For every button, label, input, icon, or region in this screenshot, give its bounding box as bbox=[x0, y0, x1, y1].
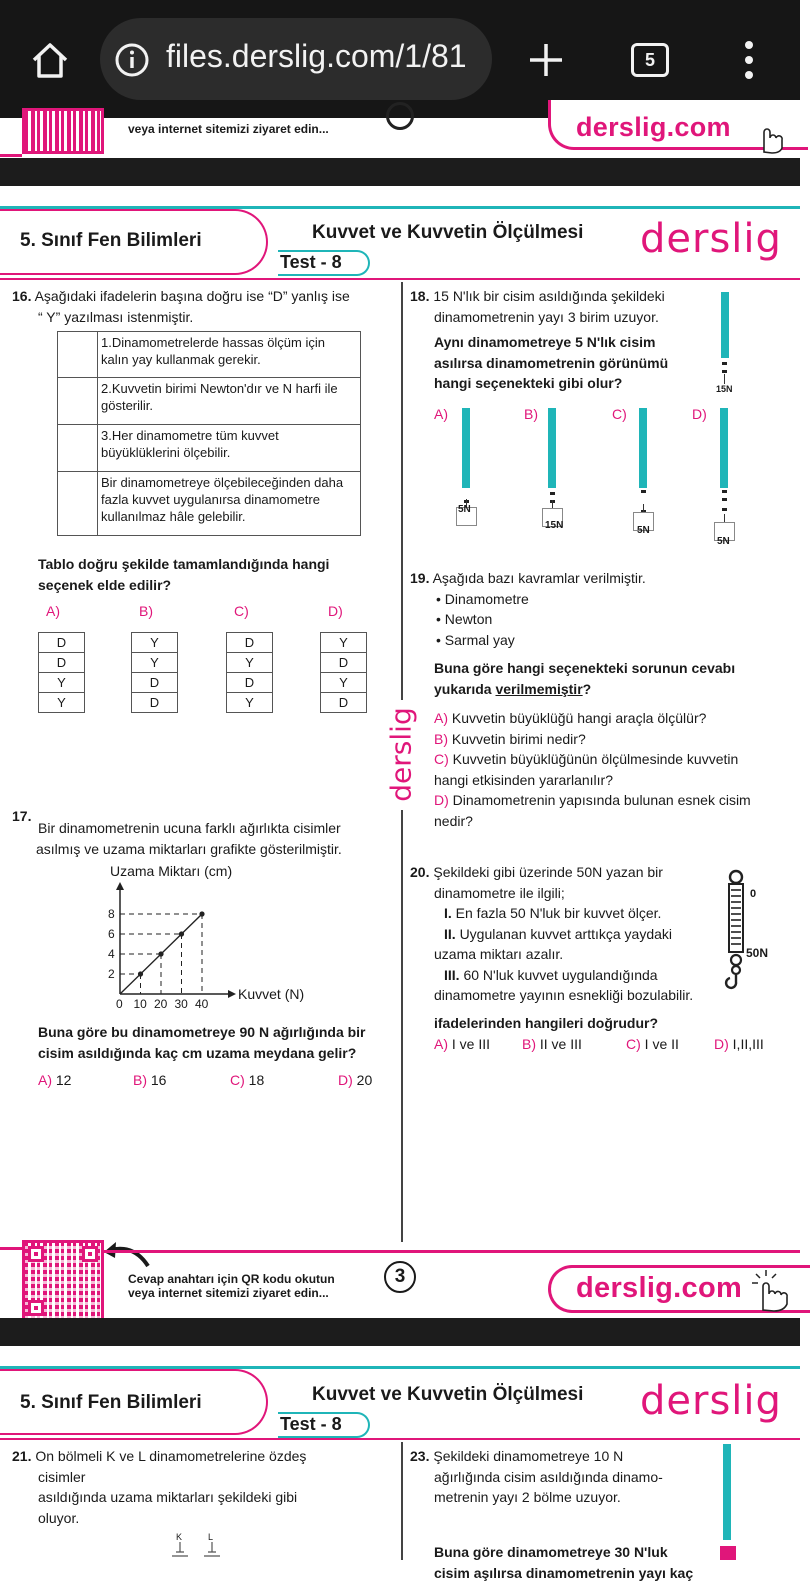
y-tick-label: 4 bbox=[108, 947, 115, 961]
option-label[interactable]: B) bbox=[524, 406, 538, 422]
option-d[interactable]: D) 20 bbox=[338, 1072, 373, 1088]
data-point bbox=[199, 911, 204, 916]
dynamometer-k-label: K bbox=[176, 1532, 183, 1542]
qr-instruction: Cevap anahtarı için QR kodu okutun veya internet sitemizi ziyaret edin... bbox=[128, 1272, 335, 1300]
hook bbox=[724, 514, 725, 522]
option-table-c[interactable] bbox=[226, 632, 273, 713]
option-cell: D bbox=[321, 653, 367, 673]
topic-title: Kuvvet ve Kuvvetin Ölçülmesi bbox=[312, 222, 584, 243]
question-18: 18. 15 N'lık bir cisim asıldığında şekildeki dinamometrenin yayı 3 birim uzuyor. bbox=[410, 288, 665, 325]
question-18-prompt: Aynı dinamometreye 5 N'lık cisim asılırsa dinamometrenin görünümü hangi seçenekteki gibi olur? bbox=[434, 334, 669, 391]
option-label[interactable]: C) bbox=[234, 603, 249, 619]
option-table-d[interactable] bbox=[320, 632, 367, 713]
option-cell: D bbox=[227, 673, 273, 693]
x-axis-label: Kuvvet (N) bbox=[238, 986, 305, 1002]
option-b[interactable]: B) Kuvvetin birimi nedir? bbox=[434, 730, 586, 747]
option-b[interactable]: B) 16 bbox=[133, 1072, 167, 1088]
more-icon[interactable] bbox=[742, 40, 756, 80]
answer-cell[interactable] bbox=[58, 425, 98, 472]
elongation-chart bbox=[90, 860, 330, 1010]
page-header bbox=[0, 1346, 800, 1438]
option-cell: D bbox=[132, 673, 178, 693]
info-icon[interactable] bbox=[114, 42, 150, 78]
topic-title: Kuvvet ve Kuvvetin Ölçülmesi bbox=[312, 1384, 584, 1405]
option-cell: D bbox=[321, 693, 367, 713]
home-icon[interactable] bbox=[28, 38, 72, 82]
option-cell: Y bbox=[321, 673, 367, 693]
option-a[interactable]: A) 12 bbox=[38, 1072, 72, 1088]
question-23: 23. Şekildeki dinamometreye 10 N ağırlığında cisim asıldığında dinamo- metrenin yayı 2 bölme uzuyor. bbox=[410, 1448, 663, 1505]
x-axis-arrow bbox=[228, 990, 236, 998]
option-c[interactable]: C) I ve II bbox=[626, 1036, 679, 1052]
option-label[interactable]: D) bbox=[328, 603, 343, 619]
answer-cell[interactable] bbox=[58, 332, 98, 378]
page-header bbox=[0, 186, 800, 278]
question-16: 16. Aşağıdaki ifadelerin başına doğru ise “D” yanlış ise “ Y” yazılması istenmiştir. bbox=[12, 288, 350, 325]
option-d[interactable]: D) I,II,III bbox=[714, 1036, 764, 1052]
hook bbox=[643, 504, 644, 512]
q23-dynamometer bbox=[723, 1444, 731, 1540]
option-c[interactable]: C) Kuvvetin büyüklüğünün ölçülmesinde kuvvetin hangi etkisinden yararlanılır? bbox=[434, 751, 739, 788]
scale-dynamometer-icon bbox=[722, 868, 750, 996]
option-cell: Y bbox=[227, 693, 273, 713]
vertical-logo: derslig bbox=[376, 700, 426, 810]
x-tick-label: 30 bbox=[174, 997, 188, 1011]
option-table-b[interactable] bbox=[131, 632, 178, 713]
brand-link[interactable]: derslig.com bbox=[576, 112, 731, 142]
data-point bbox=[158, 951, 163, 956]
subject-title: 5. Sınıf Fen Bilimleri bbox=[20, 1392, 202, 1413]
x-tick-label: 20 bbox=[154, 997, 168, 1011]
option-label[interactable]: D) bbox=[692, 406, 707, 422]
question-16-prompt: Tablo doğru şekilde tamamlandığında hangi seçenek elde edilir? bbox=[38, 556, 330, 593]
question-20: 20. Şekildeki gibi üzerinde 50N yazan bir dinamometre ile ilgili; bbox=[410, 864, 663, 901]
statement-2: 2.Kuvvetin birimi Newton'dır ve N harfi ile gösterilir. bbox=[98, 378, 361, 425]
x-tick-label: 0 bbox=[116, 997, 123, 1011]
click-hand-icon bbox=[750, 1268, 794, 1312]
click-hand-icon bbox=[752, 118, 788, 154]
test-label: Test - 8 bbox=[280, 252, 342, 272]
option-spring bbox=[720, 408, 728, 488]
weight-label: 15N bbox=[545, 520, 564, 531]
option-cell: D bbox=[132, 693, 178, 713]
option-spring bbox=[548, 408, 556, 488]
tab-count: 5 bbox=[644, 50, 655, 70]
option-cell: Y bbox=[321, 633, 367, 653]
data-point bbox=[138, 971, 143, 976]
spring-tick bbox=[722, 508, 727, 511]
dynamometer-l-label: L bbox=[208, 1532, 214, 1542]
tabs-icon[interactable] bbox=[631, 43, 669, 77]
option-a[interactable]: A) I ve III bbox=[434, 1036, 491, 1052]
option-cell: Y bbox=[39, 673, 85, 693]
data-point bbox=[179, 931, 184, 936]
y-axis-label: Uzama Miktarı (cm) bbox=[110, 863, 233, 879]
option-cell: Y bbox=[39, 693, 85, 713]
y-axis-arrow bbox=[116, 882, 124, 890]
option-label[interactable]: C) bbox=[612, 406, 627, 422]
answer-cell[interactable] bbox=[58, 378, 98, 425]
question-20-prompt: ifadelerinden hangileri doğrudur? bbox=[434, 1015, 659, 1031]
derslig-logo: derslig bbox=[640, 216, 782, 262]
reference-weight-label: 15N bbox=[716, 384, 733, 394]
y-tick-label: 8 bbox=[108, 907, 115, 921]
option-table-a[interactable] bbox=[38, 632, 85, 713]
question-21: 21. On bölmeli K ve L dinamometrelerine özdeş cisimler asıldığında uzama miktarları şekildeki gibi oluyor. bbox=[12, 1448, 307, 1526]
answer-cell[interactable] bbox=[58, 472, 98, 536]
hook bbox=[552, 500, 553, 508]
statement-table bbox=[57, 331, 361, 536]
page-number: 3 bbox=[384, 1261, 416, 1293]
qr-instruction: veya internet sitemizi ziyaret edin... bbox=[128, 122, 329, 136]
column-divider bbox=[401, 1442, 403, 1560]
question-23-prompt: Buna göre dinamometreye 30 N'luk cisim aşılırsa dinamometrenin yayı kaç bbox=[434, 1544, 694, 1581]
arrow-icon bbox=[100, 1240, 152, 1270]
test-label: Test - 8 bbox=[280, 1414, 342, 1434]
qr-code bbox=[22, 108, 104, 154]
question-20-items: I. En fazla 50 N'luk bir kuvvet ölçer. II. Uygulanan kuvvet arttıkça yaydaki uzama miktarı azalır. III. 60 N'luk kuvvet uygulandığında dinamometre yayının esnekliği bozulabilir. bbox=[434, 905, 694, 1003]
question-19: 19. Aşağıda bazı kavramlar verilmiştir. • Dinamometre • Newton • Sarmal yay bbox=[410, 570, 646, 648]
x-tick-label: 10 bbox=[133, 997, 147, 1011]
option-b[interactable]: B) II ve III bbox=[522, 1036, 582, 1052]
scale-top-label: 0 bbox=[750, 888, 757, 900]
option-cell: D bbox=[39, 653, 85, 673]
spring-tick bbox=[722, 490, 727, 493]
option-label[interactable]: B) bbox=[139, 603, 153, 619]
question-19-options bbox=[434, 708, 780, 831]
previous-page-footer bbox=[0, 112, 800, 158]
x-tick-label: 40 bbox=[195, 997, 209, 1011]
question-19-prompt: Buna göre hangi seçenekteki sorunun cevabı yukarıda verilmemiştir? bbox=[434, 660, 736, 697]
spring-tick bbox=[550, 492, 555, 495]
option-cell: Y bbox=[132, 653, 178, 673]
qr-code[interactable] bbox=[22, 1240, 104, 1322]
weight-label: 5N bbox=[637, 525, 650, 536]
url-text[interactable]: files.derslig.com/1/81 bbox=[166, 38, 467, 74]
statement-1: 1.Dinamometrelerde hassas ölçüm için kalın yay kullanmak gerekir. bbox=[98, 332, 361, 378]
spring-tick bbox=[641, 490, 646, 493]
option-a[interactable]: A) Kuvvetin büyüklüğü hangi araçla ölçülür? bbox=[434, 710, 707, 726]
weight-label: 5N bbox=[717, 536, 730, 547]
plus-icon[interactable] bbox=[527, 41, 565, 79]
option-spring bbox=[462, 408, 470, 488]
option-d[interactable]: D) Dinamometrenin yapısında bulunan esnek cisim nedir? bbox=[434, 792, 751, 829]
option-spring bbox=[639, 408, 647, 488]
statement-3: 3.Her dinamometre tüm kuvvet büyüklüklerini ölçebilir. bbox=[98, 425, 361, 472]
option-label[interactable]: A) bbox=[434, 406, 448, 422]
scale-bottom-label: 50N bbox=[746, 946, 769, 960]
question-17: Bir dinamometrenin ucuna farklı ağırlıkta cisimler asılmış ve uzama miktarları grafikte gösterilmiştir. bbox=[36, 820, 342, 857]
option-cell: Y bbox=[227, 653, 273, 673]
question-17-prompt: Buna göre bu dinamometreye 90 N ağırlığında bir cisim asıldığında kaç cm uzama meydana gelir? bbox=[38, 1024, 366, 1061]
y-tick-label: 2 bbox=[108, 967, 115, 981]
option-cell: D bbox=[227, 633, 273, 653]
option-cell: D bbox=[39, 633, 85, 653]
subject-title: 5. Sınıf Fen Bilimleri bbox=[20, 230, 202, 251]
weight-label: 5N bbox=[458, 504, 471, 515]
y-tick-label: 6 bbox=[108, 927, 115, 941]
option-cell: Y bbox=[132, 633, 178, 653]
statement-4: Bir dinamometreye ölçebileceğinden daha fazla kuvvet uygulanırsa dinamometre kullanılmaz hâle gelebilir. bbox=[98, 472, 361, 536]
dynamometers-k-l-icon bbox=[164, 1542, 224, 1560]
page-separator bbox=[0, 158, 800, 186]
derslig-logo: derslig bbox=[640, 1378, 782, 1424]
option-c[interactable]: C) 18 bbox=[230, 1072, 265, 1088]
option-label[interactable]: A) bbox=[46, 603, 60, 619]
reference-dynamometer bbox=[721, 292, 729, 358]
page-separator bbox=[0, 1318, 800, 1346]
question-17-number: 17. bbox=[12, 808, 32, 824]
spring-tick bbox=[722, 498, 727, 501]
brand-link[interactable]: derslig.com bbox=[576, 1272, 743, 1304]
